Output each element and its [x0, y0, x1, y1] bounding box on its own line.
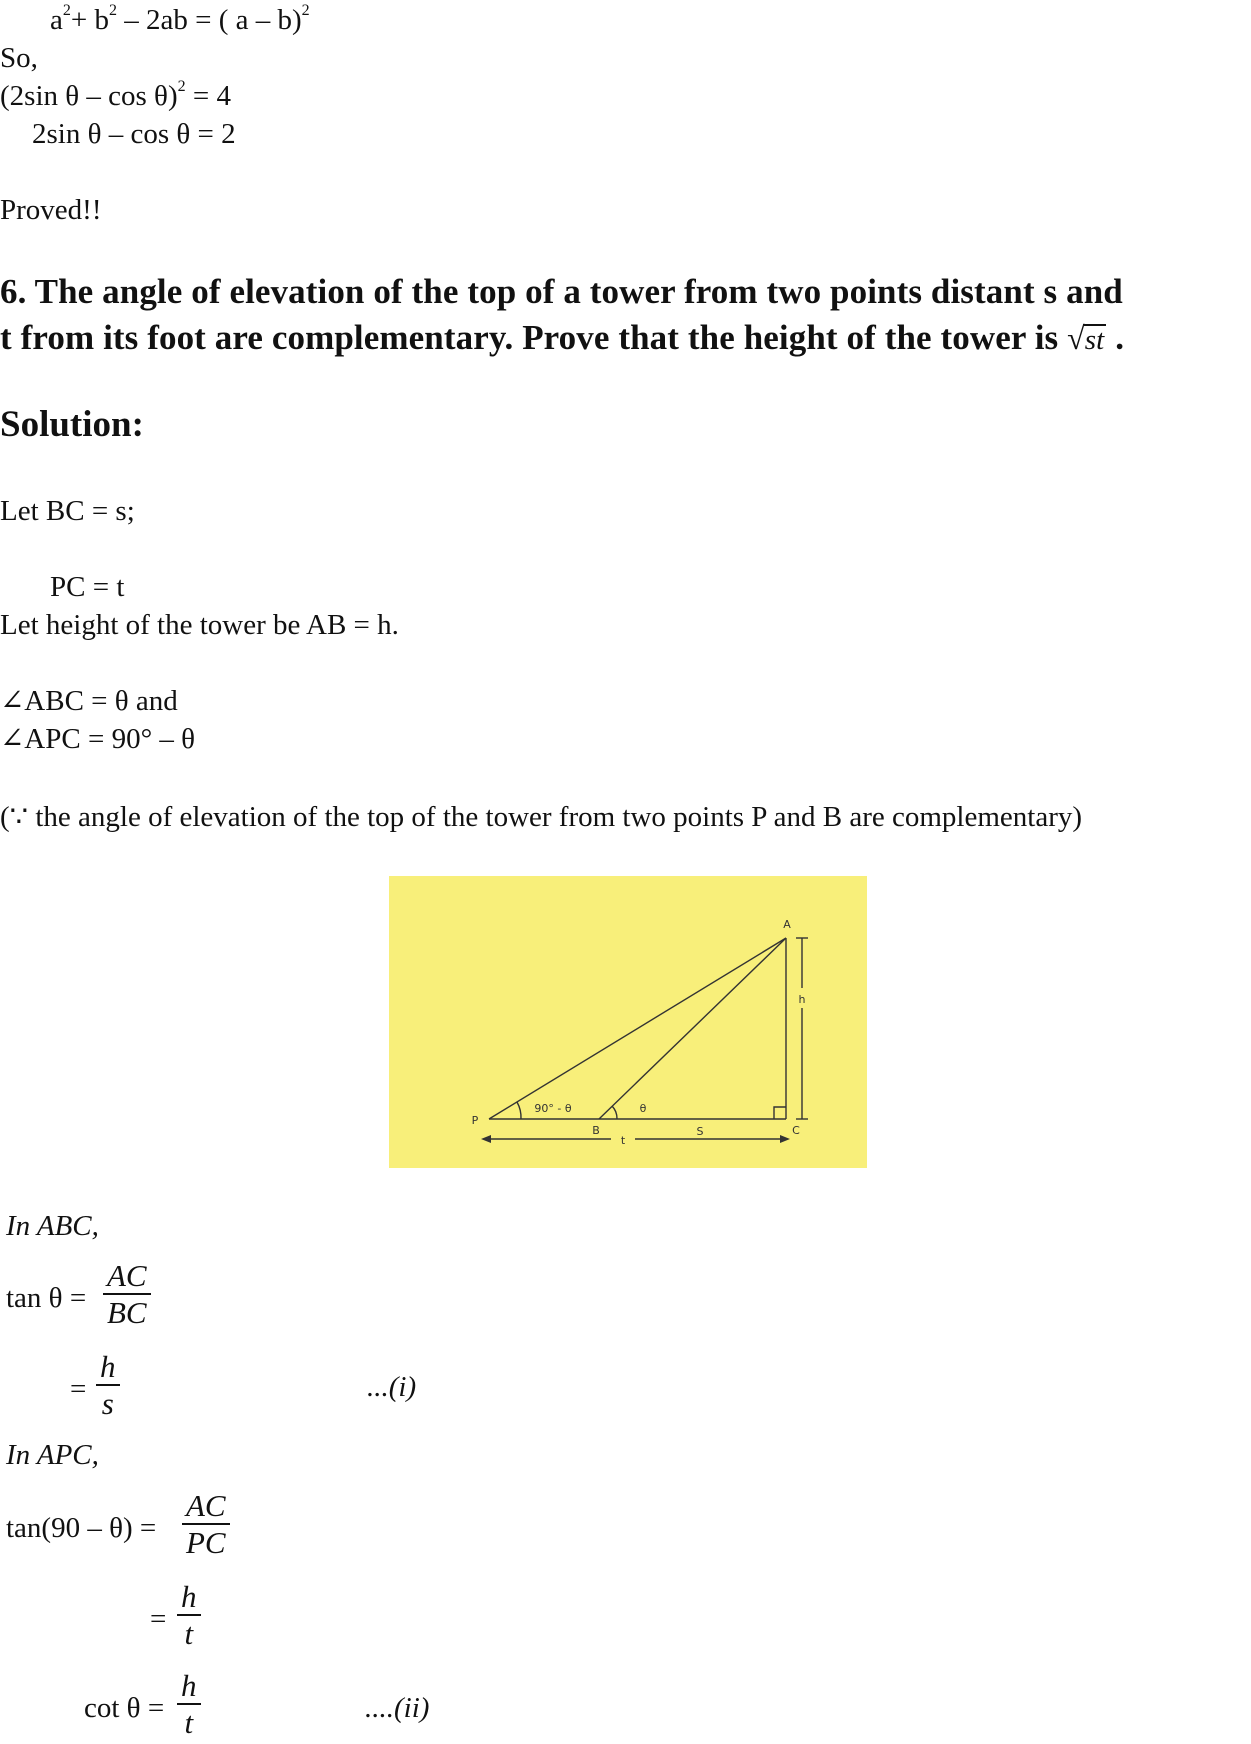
angle-abc-line: ∠ABC = θ and: [0, 685, 178, 717]
numerator-ac: AC: [107, 1258, 147, 1293]
solution-heading: Solution:: [0, 404, 144, 445]
denominator-t: t: [177, 1614, 201, 1652]
angle-label-b: θ: [639, 1102, 647, 1115]
question-line-1: 6. The angle of elevation of the top of a tower from two points distant s and: [0, 272, 1123, 311]
equals-sign: =: [70, 1373, 87, 1405]
exponent: 2: [177, 78, 186, 95]
so-text: So,: [0, 42, 38, 74]
equation-2: 2sin θ – cos θ = 2: [32, 118, 236, 150]
equation-1: [0, 78, 231, 112]
equation-1-left: (2sin θ – cos θ): [0, 80, 178, 112]
in-apc-line: In APC,: [6, 1439, 99, 1471]
sqrt-st: [1067, 320, 1106, 355]
in-abc-line: In ABC,: [6, 1210, 99, 1242]
tan-theta-label: tan θ =: [6, 1282, 87, 1314]
line-ba: [599, 938, 786, 1119]
right-angle-mark: [774, 1107, 786, 1119]
label-h: h: [798, 993, 806, 1006]
tan-90-label: tan(90 – θ) =: [6, 1512, 157, 1544]
label-s: S: [696, 1125, 704, 1138]
arrow-left-icon: [481, 1135, 491, 1143]
pc-line: PC = t: [50, 571, 125, 603]
identity-a: a: [50, 4, 63, 36]
exponent: 2: [62, 2, 71, 19]
proved-text: Proved!!: [0, 194, 102, 226]
complementary-note: (∵ the angle of elevation of the top of the tower from two points P and B are complementary): [0, 801, 1083, 833]
angle-apc-line: ∠APC = 90° – θ: [0, 723, 196, 755]
label-a: A: [783, 918, 791, 931]
angle-label-p: 90° - θ: [534, 1102, 572, 1115]
identity-line: [50, 2, 310, 36]
tower-diagram: [389, 876, 867, 1168]
exponent: 2: [301, 2, 310, 19]
label-p: P: [471, 1114, 479, 1127]
label-c: C: [792, 1124, 800, 1137]
equals-sign: =: [150, 1603, 167, 1635]
numerator-h: h: [100, 1349, 116, 1384]
denominator-t: t: [177, 1703, 201, 1741]
fraction-h-s: [96, 1351, 120, 1421]
sqrt-radicand: st: [1084, 324, 1105, 356]
angle-arc-b: [612, 1106, 617, 1119]
arrow-right-icon: [780, 1135, 790, 1143]
identity-rest: – 2ab = ( a – b): [124, 4, 302, 36]
numerator-h: h: [181, 1579, 197, 1614]
cot-theta-label: cot θ =: [84, 1692, 165, 1724]
equation-1-right: = 4: [185, 80, 231, 112]
label-t: t: [620, 1134, 626, 1147]
label-b: B: [592, 1124, 600, 1137]
fraction-h-t-2: [177, 1670, 201, 1740]
fraction-ac-pc: [182, 1490, 230, 1560]
equation-ref-i: ...(i): [367, 1371, 417, 1403]
denominator-pc: PC: [182, 1523, 230, 1561]
line-pa: [489, 938, 786, 1119]
numerator-ac: AC: [186, 1488, 226, 1523]
denominator-s: s: [96, 1384, 120, 1422]
fraction-ac-bc: [103, 1260, 151, 1330]
identity-plus-b: + b: [70, 4, 109, 36]
angle-arc-p: [517, 1102, 521, 1119]
equation-ref-ii: ....(ii): [365, 1692, 430, 1724]
numerator-h: h: [181, 1668, 197, 1703]
question-line-2-text: t from its foot are complementary. Prove that the height of the tower is: [0, 318, 1059, 357]
denominator-bc: BC: [103, 1293, 151, 1331]
question-line-2: [0, 320, 1124, 355]
let-bc-line: Let BC = s;: [0, 495, 135, 527]
exponent: 2: [108, 2, 117, 19]
fraction-h-t: [177, 1581, 201, 1651]
height-line: Let height of the tower be AB = h.: [0, 609, 399, 641]
sqrt-sign-icon: √: [1067, 320, 1085, 356]
question-period: .: [1115, 318, 1125, 357]
